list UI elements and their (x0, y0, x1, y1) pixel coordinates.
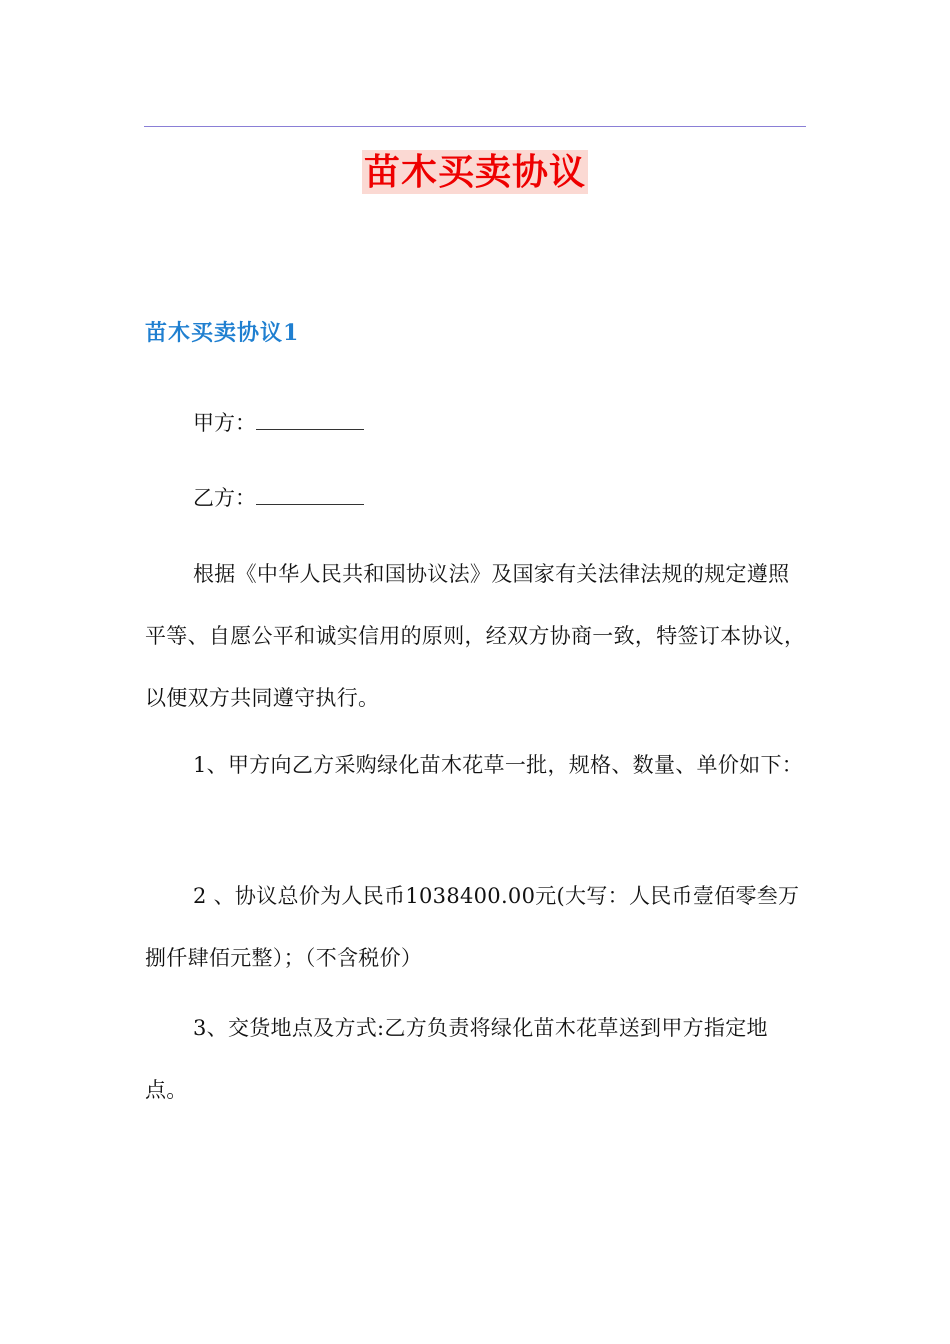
paragraph-text: 根据《中华人民共和国协议法》及国家有关法律法规的规定遵照平等、自愿公平和诚实信用的原则，经双方协商一致，特签订本协议，以便双方共同遵守执行。 (145, 562, 806, 710)
party-a-blank (256, 411, 364, 430)
paragraph-clause-3 (145, 997, 807, 1121)
paragraph-text: 2 、协议总价为人民币1038400.00元(大写：人民币壹佰零叁万捌仟肆佰元整）；（不含税价） (145, 884, 800, 970)
party-b-blank (256, 486, 364, 505)
party-b-line (193, 483, 364, 513)
document-title: 苗木买卖协议 (363, 151, 586, 193)
party-b-label: 乙方： (193, 486, 256, 510)
section-heading: 苗木买卖协议1 (145, 320, 300, 346)
paragraph-preamble (145, 543, 807, 729)
paragraph-clause-1 (145, 734, 807, 796)
paragraph-text: 1、甲方向乙方采购绿化苗木花草一批，规格、数量、单价如下： (193, 753, 804, 777)
party-a-line (193, 408, 364, 438)
title-container (0, 150, 950, 194)
top-divider (144, 126, 806, 127)
paragraph-text: 3、交货地点及方式:乙方负责将绿化苗木花草送到甲方指定地点。 (145, 1016, 768, 1102)
paragraph-clause-2 (145, 865, 807, 989)
party-a-label: 甲方： (193, 411, 256, 435)
